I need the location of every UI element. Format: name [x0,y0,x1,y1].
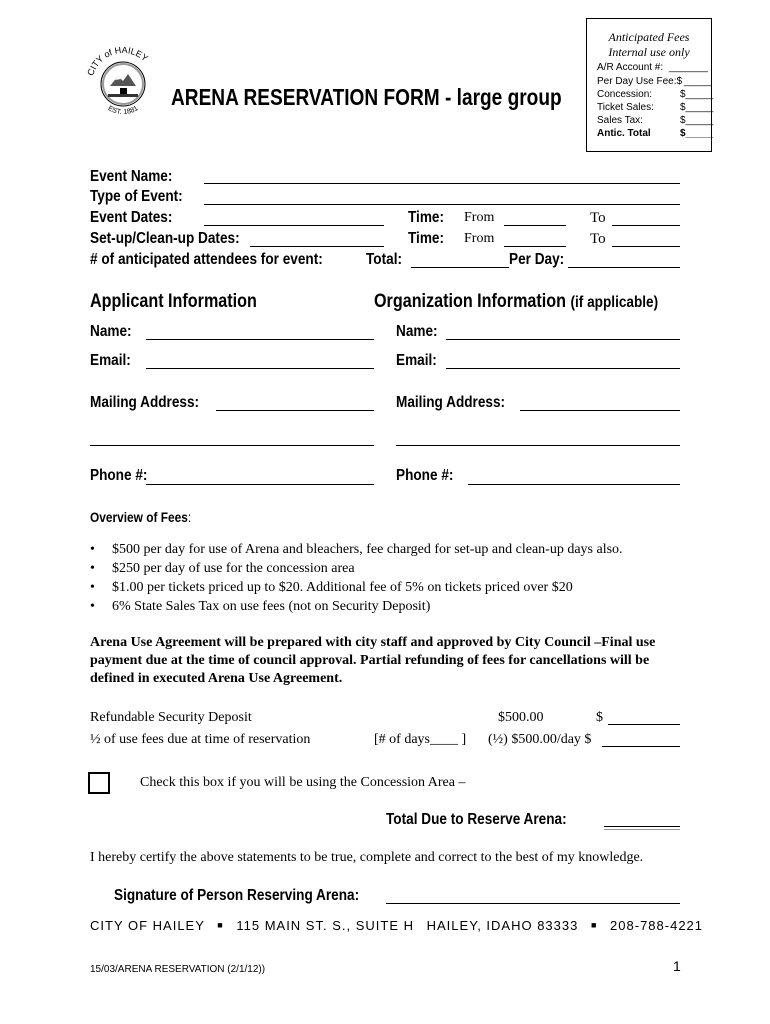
org-email-field[interactable] [446,368,680,369]
fees-overview-heading-colon: : [187,509,192,525]
event-dates-label: Event Dates: [90,209,173,226]
event-name-label: Event Name: [90,168,173,185]
footer-phone: 208-788-4221 [610,918,704,933]
setup-dates-label: Set-up/Clean-up Dates: [90,230,240,247]
fee-row-ar-account: A/R Account #: _______ [597,62,708,73]
setup-dates-field[interactable] [250,246,384,247]
org-address-field[interactable] [520,410,680,411]
total-due-field[interactable] [604,826,680,827]
applicant-phone-field[interactable] [146,484,374,485]
total-due-field-underline [604,829,680,830]
fee-item: • $250 per day of use for the concession area [90,559,623,578]
footer-address [90,918,703,933]
setup-time-to-field[interactable] [612,246,680,247]
event-type-field[interactable] [204,204,680,205]
page-number: 1 [673,958,681,974]
org-phone-label: Phone #: [396,467,454,484]
org-address-field-2[interactable] [396,445,680,446]
setup-time-from-label: From [464,231,495,246]
total-due-label: Total Due to Reserve Arena: [386,811,567,828]
fee-row-total: Antic. Total $_____ [597,128,714,139]
organization-heading-text: Organization Information [374,291,567,312]
event-name-field[interactable] [204,183,680,184]
signature-label: Signature of Person Reserving Arena: [114,887,360,904]
deposit-amount: $500.00 [498,710,544,725]
applicant-email-field[interactable] [146,368,374,369]
applicant-heading: Applicant Information [90,291,257,312]
svg-text:EST. 1881: EST. 1881 [106,105,140,117]
org-email-label: Email: [396,352,437,369]
fees-overview-heading [90,509,191,525]
fee-item: • $1.00 per tickets priced up to $20. Additional fee of 5% on tickets priced over $20 [90,578,623,597]
total-attendees-field[interactable] [411,267,509,268]
org-name-label: Name: [396,323,438,340]
use-fees-days: [# of days____ ] [374,732,467,747]
fee-row-sales-tax: Sales Tax: $_____ [597,115,714,126]
footer-street: 115 MAIN ST. S., SUITE H [236,918,414,933]
fees-list [90,540,623,616]
square-bullet-icon: ■ [590,920,598,930]
per-day-label: Per Day: [509,251,565,268]
attendees-label: # of anticipated attendees for event: [90,251,323,268]
event-type-label: Type of Event: [90,188,183,205]
fee-box-subheading: Internal use only [608,45,690,59]
signature-field[interactable] [386,903,680,904]
applicant-phone-label: Phone #: [90,467,148,484]
org-name-field[interactable] [446,339,680,340]
org-phone-field[interactable] [468,484,680,485]
document-code: 15/03/ARENA RESERVATION (2/1/12)) [90,964,266,975]
agreement-paragraph: Arena Use Agreement will be prepared with city staff and approved by City Council –Final use payment due at the time of council approval. Partial refunding of fees for cancellations will be defined in executed Arena Use Agreement. [90,635,656,686]
per-day-field[interactable] [568,267,680,268]
applicant-address-field-2[interactable] [90,445,374,446]
footer-city-state: HAILEY, IDAHO 83333 [426,918,579,933]
deposit-label: Refundable Security Deposit [90,710,252,725]
deposit-field[interactable] [608,724,680,725]
fee-row-per-day: Per Day Use Fee:$ _____ [597,76,712,87]
event-time-from-label: From [464,210,495,225]
anticipated-fees-box [586,18,712,152]
city-logo [82,44,164,124]
event-time-to-field[interactable] [612,225,680,226]
applicant-name-field[interactable] [146,339,374,340]
fee-item: • $500 per day for use of Arena and bleachers, fee charged for set-up and clean-up days also. [90,540,623,559]
applicant-address-label: Mailing Address: [90,394,200,411]
setup-time-to-label: To [590,231,606,247]
fee-row-concession: Concession: $_____ [597,89,714,100]
use-fees-rate: (½) $500.00/day $ [488,732,592,747]
footer-city: CITY OF HAILEY [90,918,205,933]
organization-heading-suffix: (if applicable) [570,294,659,311]
event-time-to-label: To [590,210,606,226]
concession-checkbox[interactable] [88,772,110,794]
concession-checkbox-label: Check this box if you will be using the Concession Area – [140,775,466,790]
org-address-label: Mailing Address: [396,394,506,411]
applicant-name-label: Name: [90,323,132,340]
organization-heading [374,291,658,313]
fees-overview-heading-text: Overview of Fees [90,509,188,525]
fee-box-heading: Anticipated Fees [608,30,690,44]
certify-statement: I hereby certify the above statements to be true, complete and correct to the best of my knowledge. [90,850,644,865]
applicant-address-field[interactable] [216,410,374,411]
total-attendees-label: Total: [366,251,403,268]
deposit-dollar: $ [596,710,603,725]
event-time-label: Time: [408,209,445,226]
city-seal-icon [82,44,164,124]
event-time-from-field[interactable] [504,225,566,226]
svg-text:CITY of HAILEY: CITY of HAILEY [85,44,150,77]
setup-time-from-field[interactable] [504,246,566,247]
use-fees-label: ½ of use fees due at time of reservation [90,732,311,747]
applicant-email-label: Email: [90,352,131,369]
event-dates-field[interactable] [204,225,384,226]
fee-item: • 6% State Sales Tax on use fees (not on Security Deposit) [90,597,623,616]
form-title: ARENA RESERVATION FORM - large group [171,84,562,110]
fee-row-ticket-sales: Ticket Sales: $_____ [597,102,714,113]
square-bullet-icon: ■ [217,920,224,930]
use-fees-field[interactable] [602,746,680,747]
setup-time-label: Time: [408,230,445,247]
